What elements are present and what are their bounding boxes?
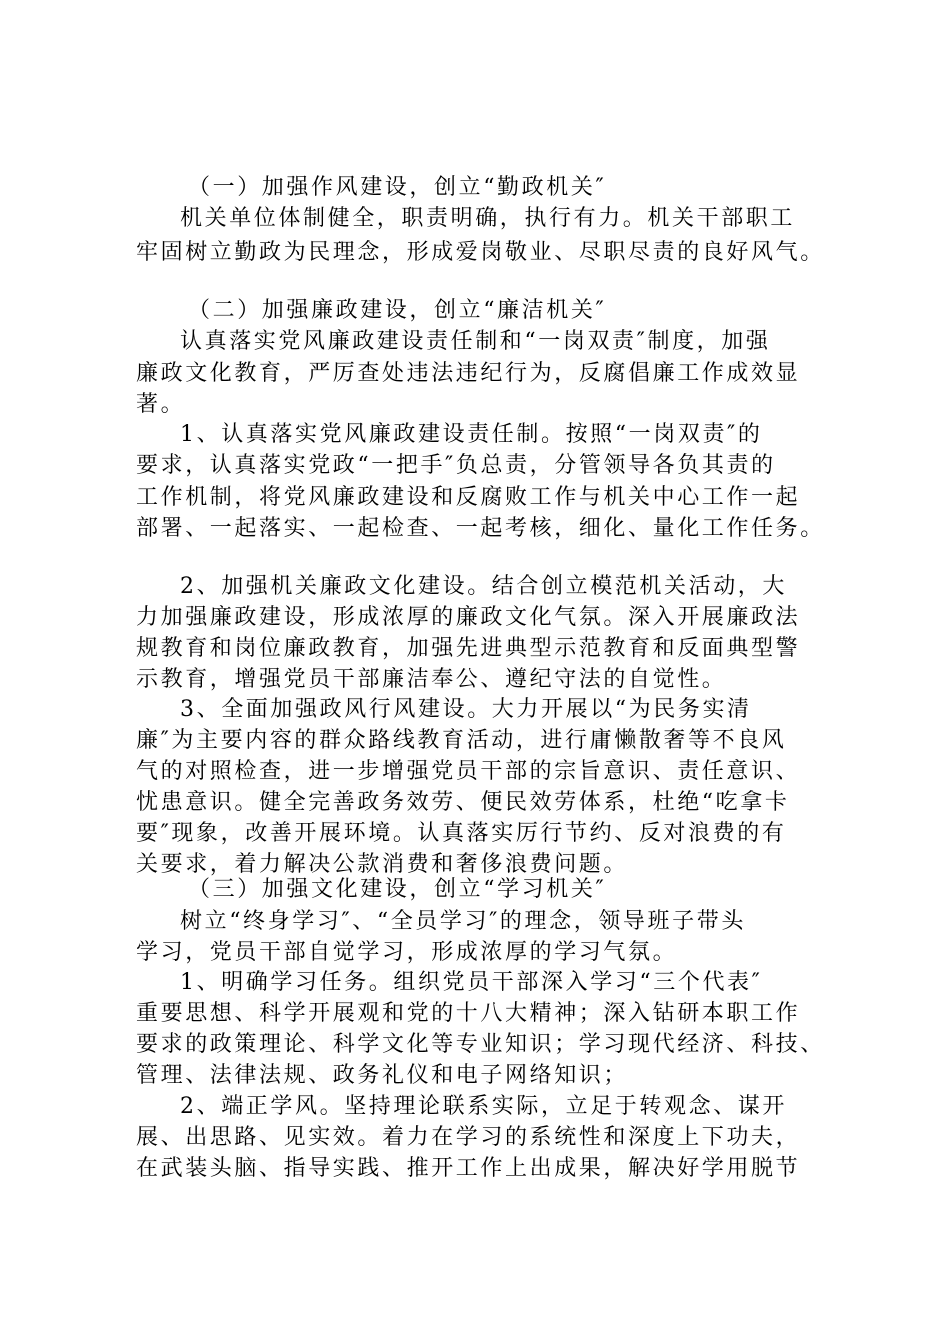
paragraph-line: 气的对照检查，进一步增强党员干部的宗旨意识、责任意识、 <box>136 759 801 784</box>
paragraph-line: 部署、一起落实、一起检查、一起考核，细化、量化工作任务。 <box>136 516 825 541</box>
paragraph-line: 要″现象，改善开展环境。认真落实厉行节约、反对浪费的有 <box>136 821 787 846</box>
paragraph-line: 牢固树立勤政为民理念，形成爱岗敬业、尽职尽责的良好风气。 <box>136 240 825 265</box>
paragraph-line: 要求，认真落实党政“一把手″负总责，分管领导各负其责的 <box>136 453 776 478</box>
paragraph-line: 认真落实党风廉政建设责任制和“一岗双责″制度，加强 <box>180 329 771 354</box>
paragraph-line: 力加强廉政建设，形成浓厚的廉政文化气氛。深入开展廉政法 <box>136 605 801 630</box>
paragraph-line: 重要思想、科学开展观和党的十八大精神；深入钻研本职工作 <box>136 1001 801 1026</box>
paragraph-line: 学习，党员干部自觉学习，形成浓厚的学习气氛。 <box>136 940 678 965</box>
section-heading-3: （三）加强文化建设，创立“学习机关″ <box>188 877 607 902</box>
paragraph-line: 1、明确学习任务。组织党员干部深入学习“三个代表″ <box>180 970 763 995</box>
section-heading-1: （一）加强作风建设，创立“勤政机关″ <box>188 175 607 200</box>
paragraph-line: 廉″为主要内容的群众路线教育活动，进行庸懒散奢等不良风 <box>136 728 787 753</box>
paragraph-line: 廉政文化教育，严厉查处违法违纪行为，反腐倡廉工作成效显 <box>136 361 801 386</box>
paragraph-line: 展、出思路、见实效。着力在学习的系统性和深度上下功夫， <box>136 1125 801 1150</box>
paragraph-line: 关要求，着力解决公款消费和奢侈浪费问题。 <box>136 852 629 877</box>
section-heading-2: （二）加强廉政建设，创立“廉洁机关″ <box>188 298 607 323</box>
paragraph-line: 1、认真落实党风廉政建设责任制。按照“一岗双责″的 <box>180 422 763 447</box>
paragraph-line: 2、端正学风。坚持理论联系实际，立足于转观念、谋开 <box>180 1094 787 1119</box>
paragraph-line: 管理、法律法规、政务礼仪和电子网络知识； <box>136 1063 629 1088</box>
paragraph-line: 规教育和岗位廉政教育，加强先进典型示范教育和反面典型警 <box>136 636 801 661</box>
paragraph-line: 2、加强机关廉政文化建设。结合创立模范机关活动，大 <box>180 574 787 599</box>
paragraph-line: 忧患意识。健全完善政务效劳、便民效劳体系，杜绝“吃拿卡 <box>136 790 790 815</box>
paragraph-line: 要求的政策理论、科学文化等专业知识；学习现代经济、科技、 <box>136 1032 825 1057</box>
paragraph-line: 树立“终身学习″、“全员学习″的理念，领导班子带头 <box>180 909 746 934</box>
paragraph-line: 示教育，增强党员干部廉洁奉公、遵纪守法的自觉性。 <box>136 667 727 692</box>
paragraph-line: 在武装头脑、指导实践、推开工作上出成果，解决好学用脱节 <box>136 1156 801 1181</box>
paragraph-line: 著。 <box>136 392 186 417</box>
paragraph-line: 3、全面加强政风行风建设。大力开展以“为民务实清 <box>180 697 752 722</box>
paragraph-line: 机关单位体制健全，职责明确，执行有力。机关干部职工 <box>180 206 796 231</box>
paragraph-line: 工作机制，将党风廉政建设和反腐败工作与机关中心工作一起 <box>136 485 801 510</box>
